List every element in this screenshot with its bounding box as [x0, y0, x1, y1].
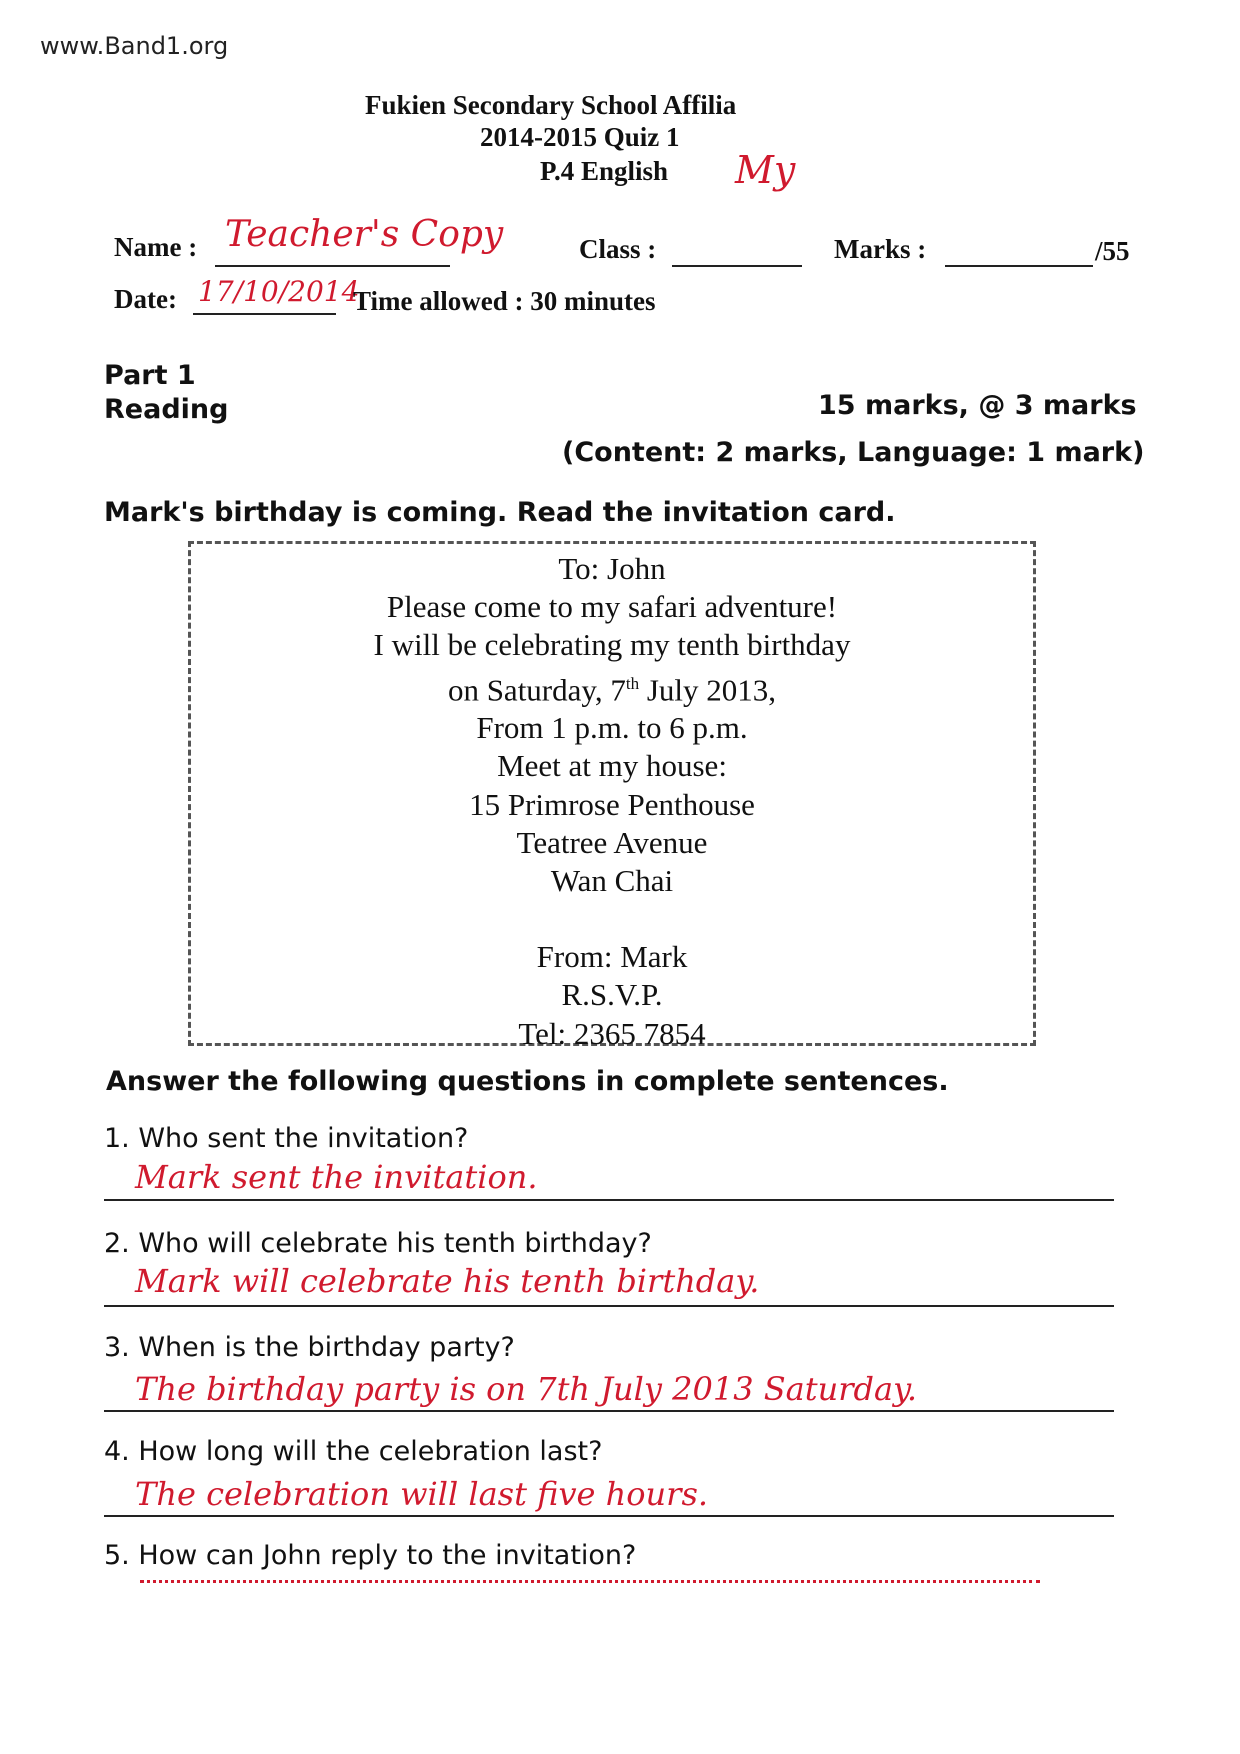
question-3: 3. When is the birthday party?	[104, 1332, 515, 1363]
answer-3: The birthday party is on 7th July 2013 Saturday.	[135, 1370, 918, 1408]
marks-line[interactable]	[945, 265, 1093, 267]
question-2: 2. Who will celebrate his tenth birthday?	[104, 1228, 652, 1259]
answer-1: Mark sent the invitation.	[135, 1158, 538, 1196]
answer-line-2[interactable]	[104, 1305, 1114, 1307]
part-number: Part 1	[104, 360, 196, 391]
answer-2: Mark will celebrate his tenth birthday.	[135, 1262, 760, 1300]
name-line	[215, 265, 450, 267]
marks-label: Marks :	[834, 234, 927, 264]
subject-title: P.4 English	[540, 156, 669, 186]
answer-4: The celebration will last five hours.	[135, 1475, 709, 1513]
card-tel: Tel: 2365 7854	[518, 1015, 706, 1051]
part-marks-breakdown: (Content: 2 marks, Language: 1 mark)	[562, 437, 1145, 468]
card-date: on Saturday, 7th July 2013,	[447, 671, 777, 707]
time-allowed: Time allowed : 30 minutes	[353, 286, 656, 316]
card-time: From 1 p.m. to 6 p.m.	[476, 710, 748, 746]
question-1: 1. Who sent the invitation?	[104, 1123, 469, 1154]
card-line-1: Please come to my safari adventure!	[386, 589, 838, 625]
instruction: Answer the following questions in complete sentences.	[106, 1066, 949, 1097]
card-from: From: Mark	[536, 939, 688, 975]
date-label: Date:	[114, 284, 177, 314]
school-name: Fukien Secondary School Affilia	[365, 90, 737, 120]
class-label: Class :	[579, 234, 657, 264]
class-line[interactable]	[672, 265, 802, 267]
answer-5-cutoff	[140, 1574, 1040, 1588]
card-address-1: 15 Primrose Penthouse	[469, 786, 755, 822]
card-address-2: Teatree Avenue	[516, 824, 708, 860]
answer-line-3[interactable]	[104, 1410, 1114, 1412]
site-watermark: www.Band1.org	[40, 32, 229, 60]
name-value: Teacher's Copy	[225, 214, 504, 255]
card-to: To: John	[558, 551, 666, 586]
answer-line-4[interactable]	[104, 1515, 1114, 1517]
part-title: Reading	[104, 394, 229, 425]
initials-signature: My	[735, 148, 796, 192]
quiz-title: 2014-2015 Quiz 1	[480, 122, 680, 152]
question-5: 5. How can John reply to the invitation?	[104, 1540, 637, 1571]
part-intro: Mark's birthday is coming. Read the invitation card.	[104, 497, 896, 528]
invitation-card	[188, 541, 1036, 1051]
answer-line-1[interactable]	[104, 1199, 1114, 1201]
card-rsvp: R.S.V.P.	[561, 977, 663, 1013]
marks-total: /55	[1095, 236, 1130, 266]
card-meet: Meet at my house:	[497, 748, 727, 784]
question-4: 4. How long will the celebration last?	[104, 1436, 603, 1467]
name-label: Name :	[114, 232, 198, 262]
date-line	[193, 313, 336, 315]
part-marks: 15 marks, @ 3 marks	[818, 390, 1137, 421]
date-value: 17/10/2014	[198, 275, 360, 308]
card-address-3: Wan Chai	[550, 862, 674, 898]
card-line-2: I will be celebrating my tenth birthday	[373, 627, 851, 663]
